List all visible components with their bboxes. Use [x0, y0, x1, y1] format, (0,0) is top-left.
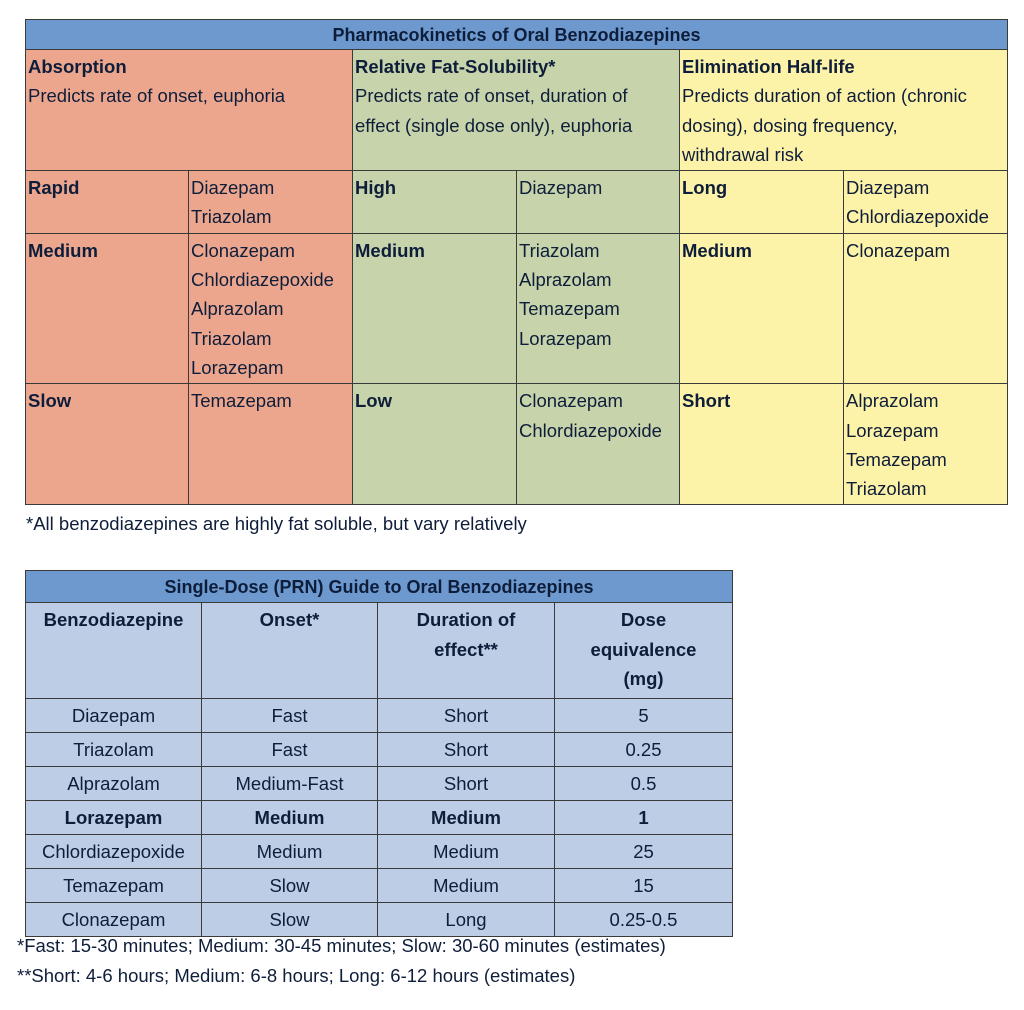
dose-cell: 0.5	[555, 767, 733, 801]
drug-name: Lorazepam	[519, 327, 612, 349]
half-life-description-line: dosing), dosing frequency,	[682, 114, 898, 136]
drug-name: Temazepam	[191, 390, 292, 412]
prn-table-title: Single-Dose (PRN) Guide to Oral Benzodiazepines	[26, 571, 733, 603]
fat-solubility-level: High	[353, 171, 517, 234]
column-header-dose	[555, 603, 733, 699]
column-header-benzodiazepine: Benzodiazepine	[26, 603, 202, 699]
drug-name: Lorazepam	[191, 356, 284, 378]
drug-name: Lorazepam	[846, 419, 939, 441]
drug-name: Triazolam	[191, 206, 272, 228]
drug-name: Clonazepam	[519, 390, 623, 412]
half-life-header-cell	[680, 50, 1008, 171]
drug-name: Triazolam	[191, 327, 272, 349]
pk-footnote: *All benzodiazepines are highly fat soluble, but vary relatively	[26, 513, 527, 534]
drug-name: Triazolam	[519, 239, 600, 261]
fat-solubility-drugs	[517, 384, 680, 505]
absorption-level: Rapid	[26, 171, 189, 234]
absorption-header-cell	[26, 50, 353, 171]
half-life-level: Long	[680, 171, 844, 234]
dose-cell: 15	[555, 869, 733, 903]
half-life-level: Short	[680, 384, 844, 505]
absorption-drugs	[189, 233, 353, 383]
column-header-duration	[378, 603, 555, 699]
table-row	[26, 767, 733, 801]
fat-solubility-drugs	[517, 233, 680, 383]
table-row	[26, 835, 733, 869]
fat-solubility-drugs	[517, 171, 680, 234]
drug-cell: Clonazepam	[26, 903, 202, 937]
half-life-description-line: Predicts duration of action (chronic	[682, 85, 967, 107]
pharmacokinetics-table	[25, 19, 1008, 505]
drug-name: Clonazepam	[846, 239, 950, 261]
duration-cell: Long	[378, 903, 555, 937]
drug-cell: Chlordiazepoxide	[26, 835, 202, 869]
onset-cell: Fast	[202, 733, 378, 767]
drug-name: Alprazolam	[191, 298, 284, 320]
duration-cell: Short	[378, 733, 555, 767]
onset-cell: Slow	[202, 869, 378, 903]
onset-cell: Medium-Fast	[202, 767, 378, 801]
half-life-drugs	[844, 384, 1008, 505]
fat-solubility-level: Low	[353, 384, 517, 505]
dose-cell: 1	[555, 801, 733, 835]
duration-cell: Medium	[378, 801, 555, 835]
drug-name: Chlordiazepoxide	[519, 419, 662, 441]
duration-footnote: **Short: 4-6 hours; Medium: 6-8 hours; Long: 6-12 hours (estimates)	[17, 965, 576, 986]
table-row	[26, 903, 733, 937]
fat-solubility-description-line: effect (single dose only), euphoria	[355, 114, 633, 136]
drug-name: Triazolam	[846, 478, 927, 500]
column-header-onset: Onset*	[202, 603, 378, 699]
dose-cell: 25	[555, 835, 733, 869]
half-life-drugs	[844, 233, 1008, 383]
absorption-level: Medium	[26, 233, 189, 383]
table-row	[26, 733, 733, 767]
drug-name: Diazepam	[191, 177, 275, 199]
duration-cell: Medium	[378, 869, 555, 903]
onset-cell: Medium	[202, 835, 378, 869]
drug-cell: Triazolam	[26, 733, 202, 767]
onset-footnote: *Fast: 15-30 minutes; Medium: 30-45 minutes; Slow: 30-60 minutes (estimates)	[17, 935, 666, 956]
duration-cell: Short	[378, 767, 555, 801]
onset-cell: Slow	[202, 903, 378, 937]
drug-cell: Lorazepam	[26, 801, 202, 835]
table-row	[26, 699, 733, 733]
drug-name: Chlordiazepoxide	[846, 206, 989, 228]
fat-solubility-heading: Relative Fat-Solubility*	[355, 56, 556, 77]
drug-name: Alprazolam	[846, 390, 939, 412]
drug-cell: Alprazolam	[26, 767, 202, 801]
drug-name: Clonazepam	[191, 239, 295, 261]
drug-name: Diazepam	[519, 177, 603, 199]
column-header-dose-label: Dose equivalence (mg)	[590, 609, 697, 689]
fat-solubility-level: Medium	[353, 233, 517, 383]
drug-name: Temazepam	[519, 298, 620, 320]
dose-cell: 0.25-0.5	[555, 903, 733, 937]
absorption-drugs	[189, 384, 353, 505]
table-row	[26, 869, 733, 903]
duration-cell: Medium	[378, 835, 555, 869]
drug-name: Temazepam	[846, 448, 947, 470]
dose-cell: 5	[555, 699, 733, 733]
absorption-heading: Absorption	[28, 56, 127, 77]
drug-name: Chlordiazepoxide	[191, 269, 334, 291]
table-row	[26, 801, 733, 835]
absorption-level: Slow	[26, 384, 189, 505]
drug-cell: Temazepam	[26, 869, 202, 903]
onset-cell: Fast	[202, 699, 378, 733]
onset-cell: Medium	[202, 801, 378, 835]
duration-cell: Short	[378, 699, 555, 733]
half-life-description-line: withdrawal risk	[682, 143, 804, 165]
fat-solubility-header-cell	[353, 50, 680, 171]
absorption-description: Predicts rate of onset, euphoria	[28, 85, 286, 107]
column-header-duration-label: Duration of effect**	[416, 609, 516, 660]
half-life-level: Medium	[680, 233, 844, 383]
prn-guide-table	[25, 570, 733, 937]
half-life-drugs	[844, 171, 1008, 234]
drug-name: Diazepam	[846, 177, 930, 199]
drug-name: Alprazolam	[519, 269, 612, 291]
dose-cell: 0.25	[555, 733, 733, 767]
drug-cell: Diazepam	[26, 699, 202, 733]
pk-table-title: Pharmacokinetics of Oral Benzodiazepines	[26, 20, 1008, 50]
fat-solubility-description-line: Predicts rate of onset, duration of	[355, 85, 628, 107]
absorption-drugs	[189, 171, 353, 234]
half-life-heading: Elimination Half-life	[682, 56, 855, 77]
